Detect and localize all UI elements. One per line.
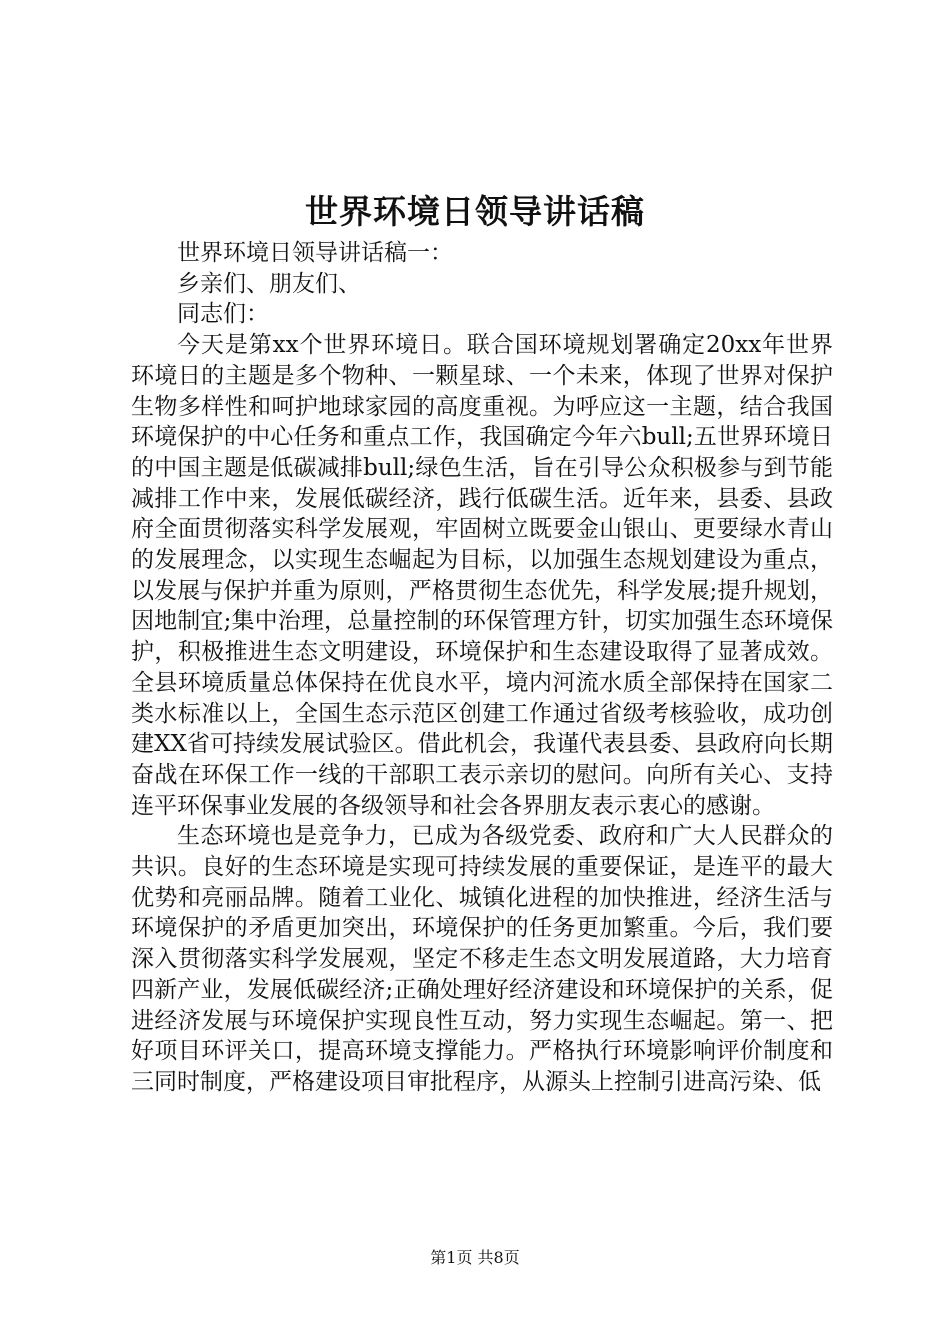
subtitle-line: 世界环境日领导讲话稿一： [177, 240, 453, 266]
page-number: 第1页 共8页 [430, 1248, 520, 1267]
body-paragraph: 生态环境也是竞争力，已成为各级党委、政府和广大人民群众的共识。良好的生态环境是实现可持续发展的重要保证，是连平的最大优势和亮丽品牌。随着工业化、城镇化进程的加快推进，经济生活与环境保护的矛盾更加突出，环境保护的任务更加繁重。今后，我们要深入贯彻落实科学发展观，坚定不移走生态文明发展道路，大力培育四新产业，发展低碳经济;正确处理好经济建设和环境保护的关系，促进经济发展与环境保护实现良性互动，努力实现生态崛起。第一、把好项目环评关口，提高环境支撑能力。严格执行环境影响评价制度和三同时制度，严格建设项目审批程序，从源头上控制引进高污染、低 [131, 823, 833, 1095]
greeting-line: 乡亲们、朋友们、 [177, 270, 361, 297]
body-paragraph: 今天是第xx个世界环境日。联合国环境规划署确定20xx年世界环境日的主题是多个物种、一颗星球、一个未来，体现了世界对保护生物多样性和呵护地球家园的高度重视。为呼应这一主题，结合我国环境保护的中心任务和重点工作，我国确定今年六bull;五世界环境日的中国主题是低碳减排bull;绿色生活，旨在引导公众积极参与到节能减排工作中来，发展低碳经济，践行低碳生活。近年来，县委、县政府全面贯彻落实科学发展观，牢固树立既要金山银山、更要绿水青山的发展理念，以实现生态崛起为目标，以加强生态规划建设为重点，以发展与保护并重为原则，严格贯彻生态优先，科学发展;提升规划，因地制宜;集中治理，总量控制的环保管理方针，切实加强生态环境保护，积极推进生态文明建设，环境保护和生态建设取得了显著成效。全县环境质量总体保持在优良水平，境内河流水质全部保持在国家二类水标准以上，全国生态示范区创建工作通过省级考核验收，成功创建XX省可持续发展试验区。借此机会，我谨代表县委、县政府向长期奋战在环保工作一线的干部职工表示亲切的慰问。向所有关心、支持连平环保事业发展的各级领导和社会各界朋友表示衷心的感谢。 [131, 332, 833, 819]
document-title: 世界环境日领导讲话稿 [305, 192, 645, 231]
greeting-line: 同志们： [177, 301, 269, 328]
document-body [131, 238, 833, 1098]
